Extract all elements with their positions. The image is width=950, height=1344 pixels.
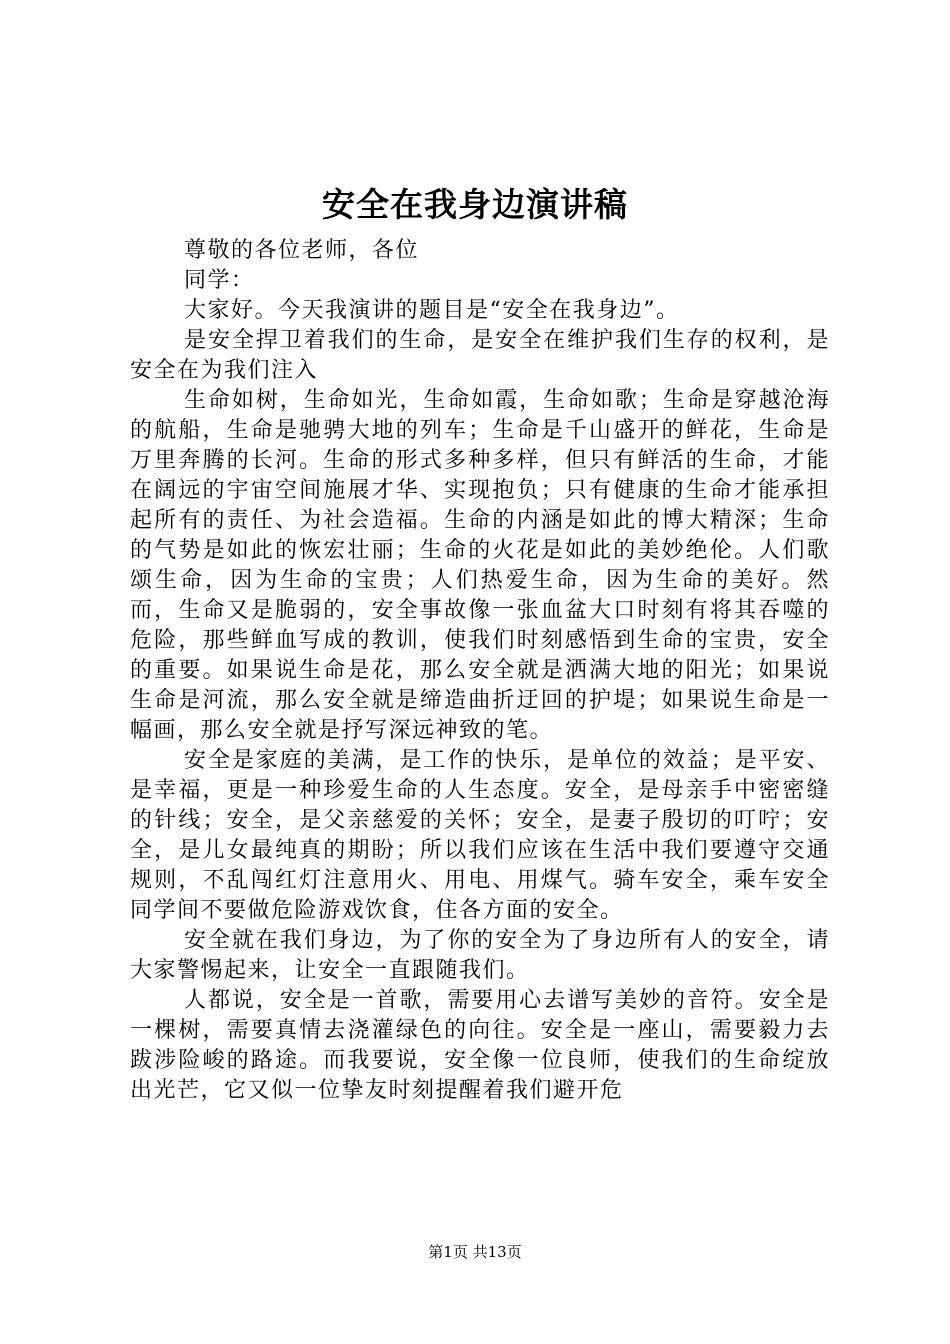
body-paragraph-5: 人都说，安全是一首歌，需要用心去谱写美妙的音符。安全是一棵树，需要真情去浇灌绿色的向往。安全是一座山，需要毅力去跋涉险峻的路途。而我要说，安全像一位良师，使我们的生命绽放出光芒，它又似一位挚友时刻提醒着我们避开危 [130, 988, 830, 1103]
salutation-line-2: 同学： [184, 268, 255, 293]
greeting-paragraph: 大家好。今天我演讲的题目是“安全在我身边”。 [184, 298, 680, 323]
page-footer: 第1页 共13页 [428, 1243, 522, 1261]
document-title: 安全在我身边演讲稿 [322, 185, 628, 224]
salutation-line-1: 尊敬的各位老师，各位 [184, 238, 420, 263]
body-paragraph-1: 是安全捍卫着我们的生命，是安全在维护我们生存的权利，是安全在为我们注入 [130, 328, 830, 383]
body-paragraph-3: 安全是家庭的美满，是工作的快乐，是单位的效益；是平安、是幸福，更是一种珍爱生命的人生态度。安全，是母亲手中密密缝的针线；安全，是父亲慈爱的关怀；安全，是妻子殷切的叮咛；安全，是儿女最纯真的期盼；所以我们应该在生活中我们要遵守交通规则，不乱闯红灯注意用火、用电、用煤气。骑车安全，乘车安全同学间不要做危险游戏饮食，住各方面的安全。 [130, 748, 830, 923]
document-body [130, 236, 830, 1106]
body-paragraph-4: 安全就在我们身边，为了你的安全为了身边所有人的安全，请大家警惕起来，让安全一直跟随我们。 [130, 928, 830, 983]
body-paragraph-2: 生命如树，生命如光，生命如霞，生命如歌；生命是穿越沧海的航船，生命是驰骋大地的列车；生命是千山盛开的鲜花，生命是万里奔腾的长河。生命的形式多种多样，但只有鲜活的生命，才能在阔远的宇宙空间施展才华、实现抱负；只有健康的生命才能承担起所有的责任、为社会造福。生命的内涵是如此的博大精深；生命的气势是如此的恢宏壮丽；生命的火花是如此的美妙绝伦。人们歌颂生命，因为生命的宝贵；人们热爱生命，因为生命的美好。然而，生命又是脆弱的，安全事故像一张血盆大口时刻有将其吞噬的危险，那些鲜血写成的教训，使我们时刻感悟到生命的宝贵，安全的重要。如果说生命是花，那么安全就是洒满大地的阳光；如果说生命是河流，那么安全就是缔造曲折迂回的护堤；如果说生命是一幅画，那么安全就是抒写深远神致的笔。 [130, 388, 830, 743]
